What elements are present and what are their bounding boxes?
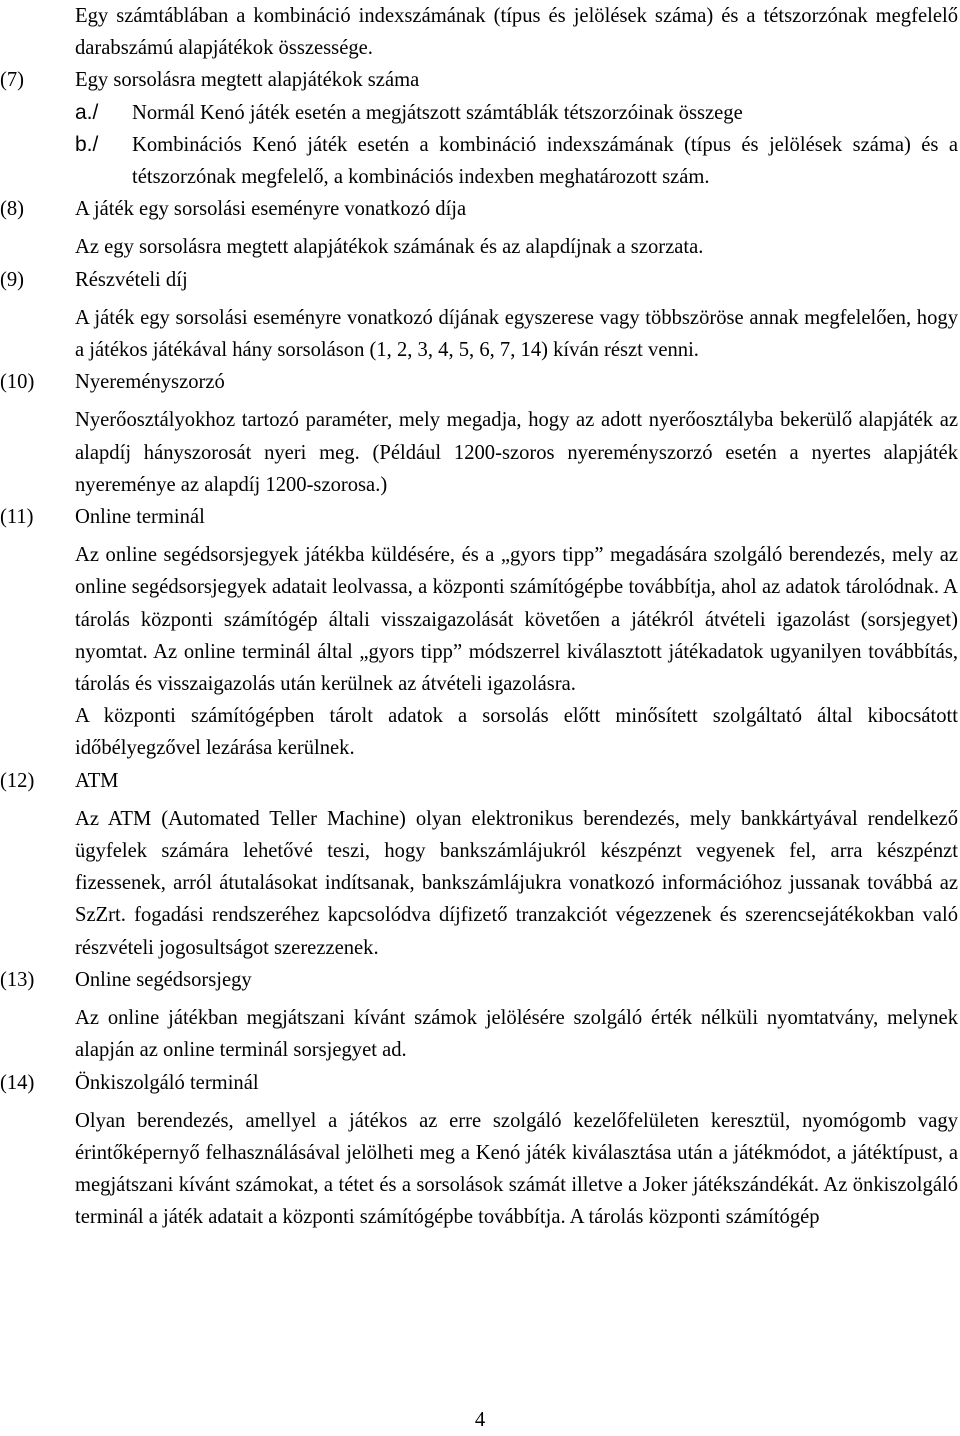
section-10-heading — [0, 366, 958, 398]
section-number: (13) — [0, 968, 35, 991]
subitem-text: Normál Kenó játék esetén a megjátszott számtáblák tétszorzóinak összege — [132, 101, 743, 124]
section-number: (9) — [0, 268, 25, 291]
section-title: ATM — [75, 769, 119, 792]
section-title: Online segédsorsjegy — [75, 968, 252, 991]
section-8-paragraph: Az egy sorsolásra megtett alapjátékok számának és az alapdíjnak a szorzata. — [75, 236, 704, 259]
section-14-heading — [0, 1067, 958, 1099]
section-title: Egy sorsolásra megtett alapjátékok száma — [75, 69, 420, 92]
section-number: (14) — [0, 1071, 35, 1094]
section-title: Részvételi díj — [75, 268, 188, 291]
section-11-paragraph-2: A központi számítógépben tárolt adatok a sorsolás előtt minősített szolgáltató által kibocsátott időbélyegzővel lezárása kerülnek. — [75, 705, 958, 760]
section-title: Nyereményszorzó — [75, 371, 225, 394]
section-12-paragraph: Az ATM (Automated Teller Machine) olyan elektronikus berendezés, mely bankkártyával rendelkező ügyfelek számára lehetővé teszi, hogy bankszámlájukról készpénzt vegyenek fel, arra készpénzt fizessenek, arról átutalásokat indítsanak, bankszámlájukra vonatkozó információhoz jussanak továbbá az SzZrt. fogadási rendszeréhez kapcsolódva díjfizető tranzakciót végezzenek és szerencsejátékokban való részvételi jogosultságot szerezzenek. — [75, 807, 958, 959]
section-11-paragraph-1: Az online segédsorsjegyek játékba küldésére, és a „gyors tipp” megadására szolgáló berendezés, mely az online segédsorsjegyek adatait leolvassa, a központi számítógépbe továbbítja, ahol az adatok tárolódnak. A tárolás központi számítógép általi visszaigazolását követően a játékról átvételi igazolást (sorsjegyet) nyomtat. Az online terminál által „gyors tipp” módszerrel kiválasztott játékadatok ugyanilyen továbbítás, tárolás és visszaigazolás után kerülnek az átvételi igazolásra. — [75, 544, 958, 696]
subitem-text: Kombinációs Kenó játék esetén a kombináció indexszámának (típus és jelölések száma) és a tétszorzónak megfelelő, a kombinációs indexben meghatározott szám. — [132, 133, 958, 189]
section-13-paragraph: Az online játékban megjátszani kívánt számok jelölésére szolgáló érték nélküli nyomtatvány, melynek alapján az online terminál sorsjegyet ad. — [75, 1007, 958, 1062]
section-title: Önkiszolgáló terminál — [75, 1071, 259, 1094]
section-14-paragraph: Olyan berendezés, amellyel a játékos az erre szolgáló kezelőfelületen keresztül, nyomógomb vagy érintőképernyő felhasználásával jelölheti meg a Kenó játék kiválasztása után a játékmódot, a játéktípust, a megjátszani kívánt számokat, a tétet és a sorsolások számát illetve a Joker játékszándékát. Az önkiszolgáló terminál a játék adatait a központi számítógépbe továbbítja. A tárolás központi számítógép — [75, 1109, 958, 1229]
section-9-paragraph: A játék egy sorsolási eseményre vonatkozó díjának egyszerese vagy többszöröse annak megfelelően, hogy a játékos játékával hány sorsoláson (1, 2, 3, 4, 5, 6, 7, 14) kíván részt venni. — [75, 306, 958, 362]
section-8-heading — [0, 193, 958, 225]
section-number: (12) — [0, 769, 35, 792]
section-title: Online terminál — [75, 506, 205, 529]
section-number: (7) — [0, 69, 25, 92]
subitem-label: a./ — [75, 100, 99, 124]
intro-paragraph: Egy számtáblában a kombináció indexszámának (típus és jelölések száma) és a tétszorzónak megfelelő darabszámú alapjátékok összessége. — [75, 5, 958, 60]
page-number: 4 — [474, 1409, 486, 1431]
section-title: A játék egy sorsolási eseményre vonatkozó díja — [75, 198, 467, 221]
section-12-heading — [0, 765, 958, 797]
section-7-heading — [0, 64, 958, 96]
section-number: (10) — [0, 371, 35, 394]
section-11-heading — [0, 501, 958, 533]
subitem-label: b./ — [75, 132, 99, 156]
section-number: (11) — [0, 506, 34, 529]
subitem-b — [75, 129, 958, 193]
subitem-a — [75, 97, 958, 129]
section-9-heading — [0, 264, 958, 296]
section-number: (8) — [0, 198, 25, 221]
section-13-heading — [0, 964, 958, 996]
section-10-paragraph: Nyerőosztályokhoz tartozó paraméter, mely megadja, hogy az adott nyerőosztályba bekerülő alapjáték az alapdíj hányszorosát nyeri meg. (Például 1200-szoros nyereményszorzó esetén a nyertes alapjáték nyereménye az alapdíj 1200-szorosa.) — [75, 409, 958, 496]
